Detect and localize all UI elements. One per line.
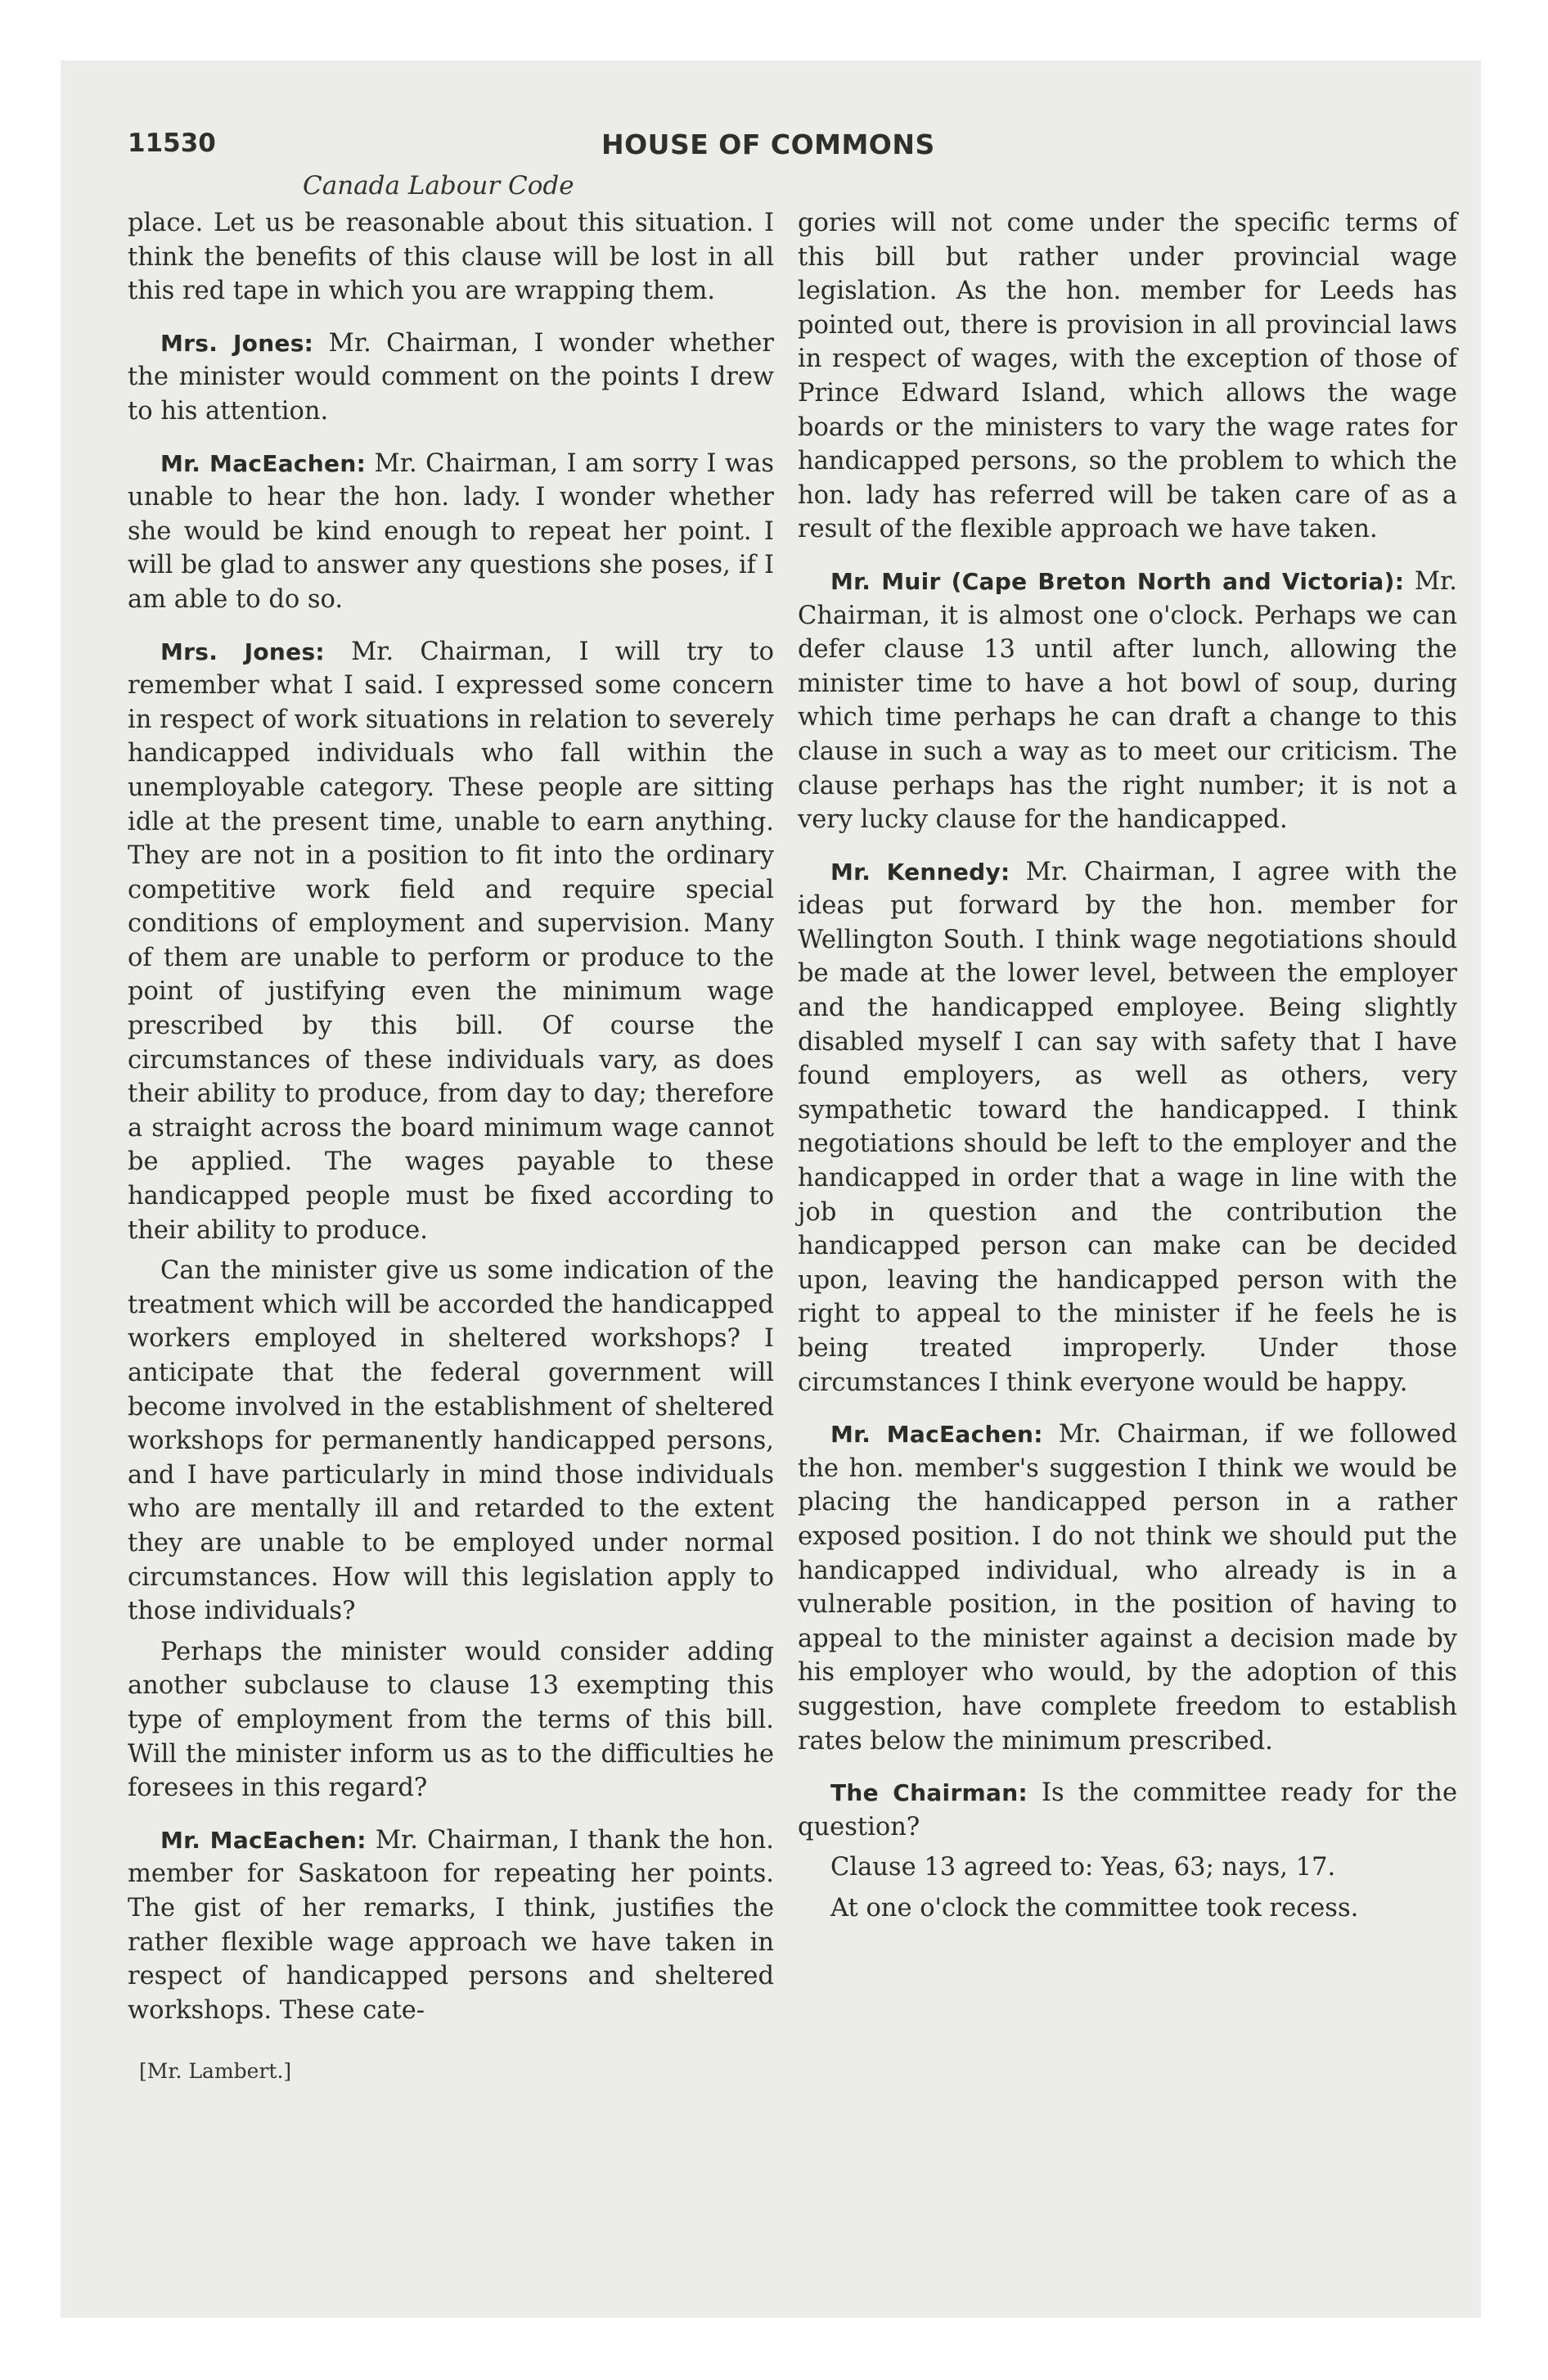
speaker-name: Mr. Muir (Cape Breton North and Victoria):: [830, 567, 1405, 595]
speaker-name: Mr. MacEachen:: [160, 449, 367, 477]
speaker-name: The Chairman:: [830, 1779, 1028, 1807]
recess-note: At one o'clock the committee took recess.: [830, 1893, 1359, 1922]
section-subtitle: Canada Labour Code: [303, 171, 574, 201]
paragraph: Can the minister give us some indication of the treatment which will be accorded the handicapped workers employed in sheltered workshops? I anticipate that the federal government will become involved in the establishment of sheltered workshops for permanently handicapped persons, and I have particularly in mind those individuals who are mentally ill and retarded to the extent they are unable to be employed under normal circumstances. How will this legislation apply to those individuals?: [128, 1256, 774, 1626]
speaker-name: Mr. MacEachen:: [830, 1421, 1043, 1449]
left-column: [128, 206, 774, 2027]
paragraph: Perhaps the minister would consider adding another subclause to clause 13 exempting this type of employment from the terms of this bill. Will the minister inform us as to the difficulties he foresees in this regard?: [128, 1637, 774, 1803]
speech: Mr. MacEachen: Mr. Chairman, I thank the hon. member for Saskatoon for repeating her points. The gist of her remarks, I think, justifies the rather flexible wage approach we have taken in respect of handicapped persons and sheltered workshops. These cate-: [128, 1825, 775, 2025]
speech: Mr. MacEachen: Mr. Chairman, I am sorry I was unable to hear the hon. lady. I wonder whether she would be kind enough to repeat her point. I will be glad to answer any questions she poses, if I am able to do so.: [128, 449, 774, 614]
paragraph: gories will not come under the specific terms of this bill but rather under provincial wage legislation. As the hon. member for Leeds has pointed out, there is provision in all provincial laws in respect of wages, with the exception of those of Prince Edward Island, which allows the wage boards or the ministers to vary the wage rates for handicapped persons, so the problem to which the hon. lady has referred will be taken care of as a result of the flexible approach we have taken.: [798, 209, 1457, 544]
speech: Mrs. Jones: Mr. Chairman, I wonder whether the minister would comment on the points I drew to his attention.: [128, 328, 774, 426]
speaker-name: Mr. Kennedy:: [830, 858, 1010, 886]
speech: Mr. Kennedy: Mr. Chairman, I agree with the ideas put forward by the hon. member for Wellington South. I think wage negotiations should be made at the lower level, between the employer and the handicapped employee. Being slightly disabled myself I can say with safety that I have found employers, as well as others, very sympathetic toward the handicapped. I think negotiations should be left to the employer and the handicapped in order that a wage in line with the job in question and the contribution the handicapped person can make can be decided upon, leaving the handicapped person with the right to appeal to the minister if he feels he is being treated improperly. Under those circumstances I think everyone would be happy.: [798, 857, 1457, 1397]
speaker-name: Mrs. Jones:: [160, 638, 325, 665]
speech: Mrs. Jones: Mr. Chairman, I will try to remember what I said. I expressed some concern in respect of work situations in relation to severely handicapped individuals who fall within the unemployable category. These people are sitting idle at the present time, unable to earn anything. They are not in a position to fit into the ordinary competitive work field and require special conditions of employment and supervision. Many of them are unable to perform or produce to the point of justifying even the minimum wage prescribed by this bill. Of course the circumstances of these individuals vary, as does their ability to produce, from day to day; therefore a straight across the board minimum wage cannot be applied. The wages payable to these handicapped people must be fixed according to their ability to produce.: [128, 637, 774, 1245]
vote-result: Clause 13 agreed to: Yeas, 63; nays, 17.: [830, 1853, 1336, 1882]
page-title: HOUSE OF COMMONS: [601, 128, 935, 160]
speaker-name: Mrs. Jones:: [160, 329, 314, 357]
speaker-name: Mr. MacEachen:: [160, 1826, 367, 1854]
speech: Mr. MacEachen: Mr. Chairman, if we followed the hon. member's suggestion I think we would be placing the handicapped person in a rather exposed position. I do not think we should put the handicapped individual, who already is in a vulnerable position, in the position of having to appeal to the minister against a decision made by his employer who would, by the adoption of this suggestion, have complete freedom to establish rates below the minimum prescribed.: [798, 1420, 1457, 1756]
paragraph: place. Let us be reasonable about this situation. I think the benefits of this clause will be lost in all this red tape in which you are wrapping them.: [128, 209, 774, 306]
speech: The Chairman: Is the committee ready for the question?: [798, 1778, 1458, 1841]
right-column: [798, 206, 1457, 1926]
speaker-footer-note: [Mr. Lambert.]: [139, 2059, 292, 2083]
speech: Mr. Muir (Cape Breton North and Victoria): Mr. Chairman, it is almost one o'clock. Perhaps we can defer clause 13 until after lunch, allowing the minister time to have a hot bowl of soup, during which time perhaps he can draft a change to this clause in such a way as to meet our criticism. The clause perhaps has the right number; it is not a very lucky clause for the handicapped.: [798, 566, 1457, 835]
page-number: 11530: [128, 128, 216, 158]
